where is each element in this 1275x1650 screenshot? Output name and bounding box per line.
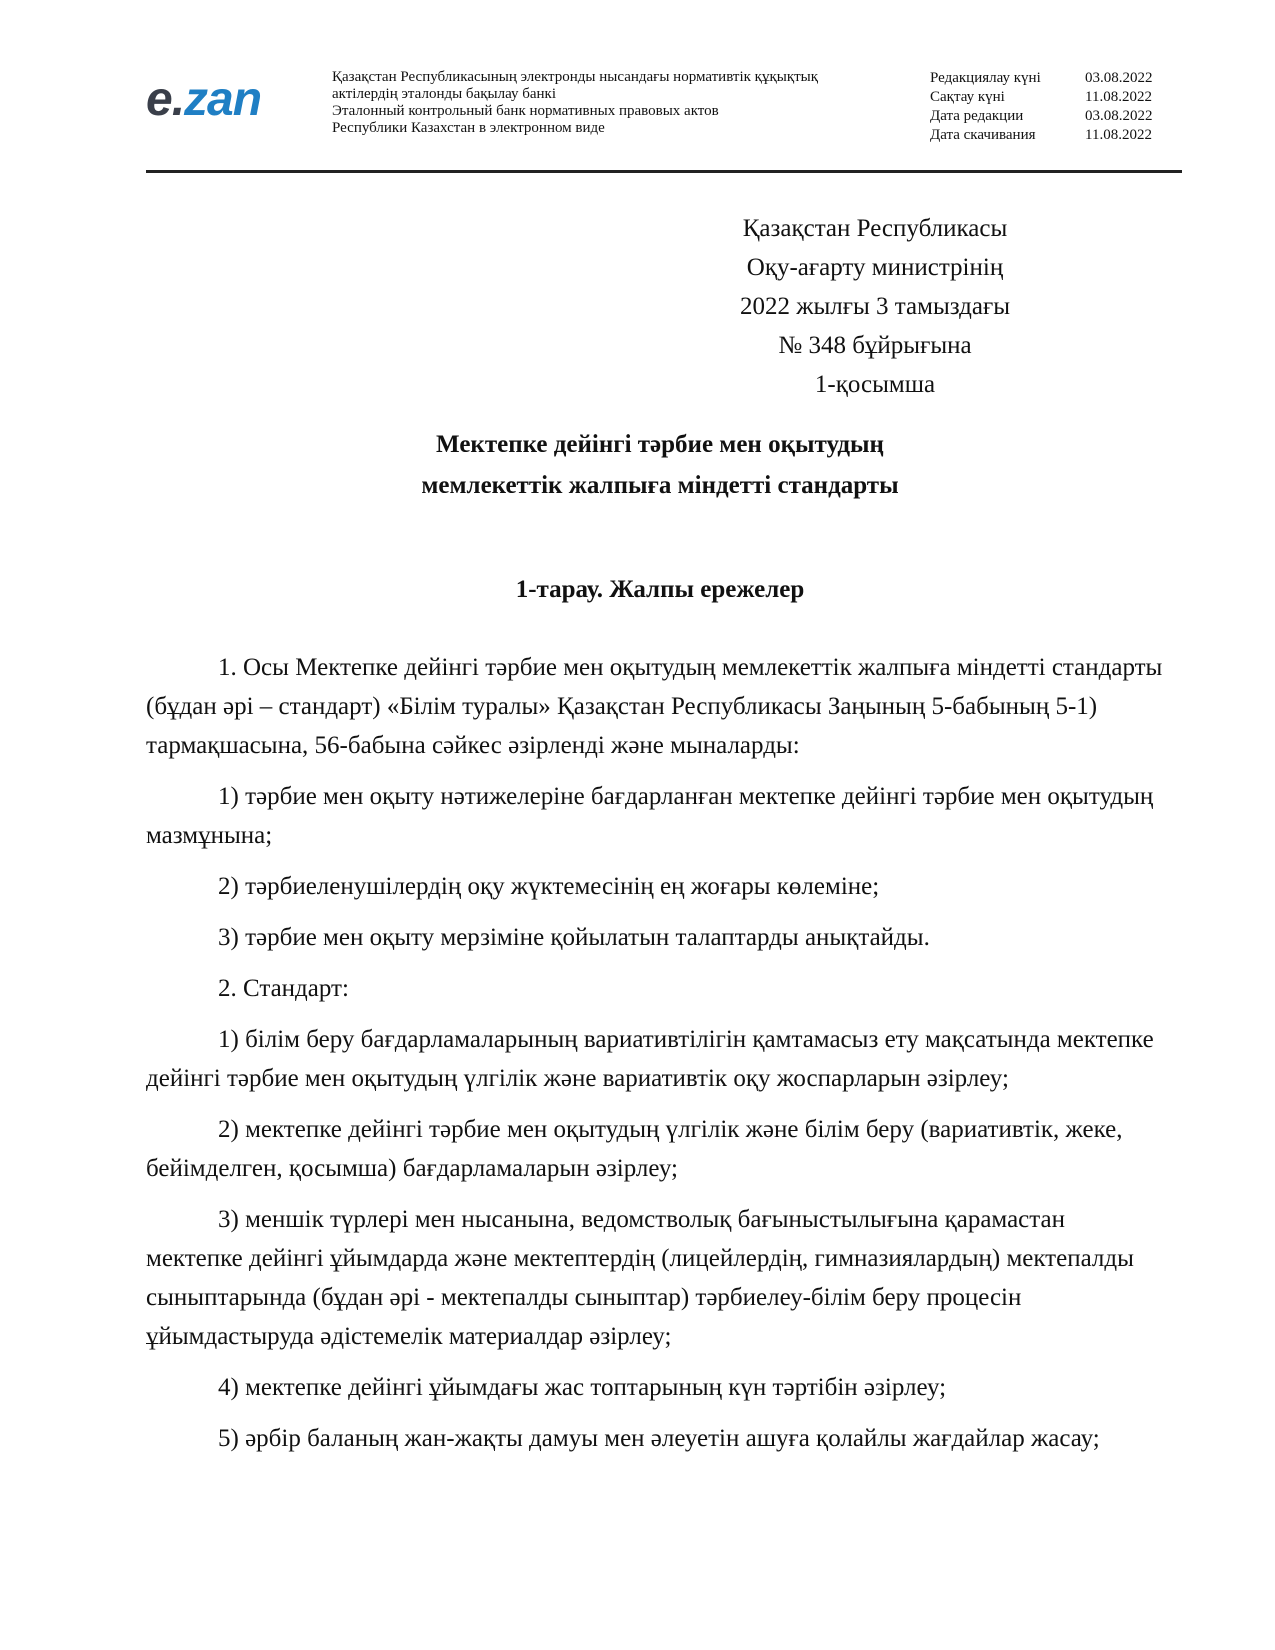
date-label: Редакциялау күні — [930, 70, 1041, 86]
date-label: Дата скачивания — [930, 127, 1036, 143]
logo-zan: zan — [184, 73, 262, 126]
paragraph: 3) меншік түрлері мен нысанына, ведомстволық бағыныстылығына қарамастан мектепке дейінгі ұйымдарда және мектептердің (лицейлердің, гимназиялардың) мектепалды сыныптарында (бұдан әрі - мектепалды сыныптар) тәрбиелеу-білім беру процесін ұйымдастыруда әдістемелік материалдар әзірлеу; — [146, 1206, 1134, 1350]
bank-description — [332, 69, 892, 137]
document-body — [146, 648, 1166, 1458]
ezan-logo — [146, 73, 262, 126]
date-value: 11.08.2022 — [1085, 127, 1152, 143]
document-header — [146, 62, 1182, 172]
logo-dot: . — [171, 73, 185, 126]
document-title — [300, 424, 1020, 506]
bank-description-line: Эталонный контрольный банк нормативных правовых актов — [332, 103, 719, 119]
annex-line: Қазақстан Республикасы — [742, 215, 1008, 242]
chapter-heading: 1-тарау. Жалпы ережелер — [515, 576, 805, 603]
bank-description-line: актілердің эталонды бақылау банкі — [332, 86, 556, 102]
annex-line: Оқу-ағарту министрінің — [746, 254, 1004, 281]
date-value: 03.08.2022 — [1085, 70, 1153, 86]
date-row — [930, 88, 1182, 107]
header-divider — [146, 170, 1182, 173]
paragraph: 1. Осы Мектепке дейінгі тәрбие мен оқытудың мемлекеттік жалпыға міндетті стандарты (бұдан әрі – стандарт) «Білім туралы» Қазақстан Республикасы Заңының 5-бабының 5-1) тармақшасына, 56-бабына сәйкес әзірленді және мыналарды: — [146, 654, 1163, 759]
date-row — [930, 126, 1182, 145]
paragraph: 1) білім беру бағдарламаларының вариативтілігін қамтамасыз ету мақсатында мектепке дейінгі тәрбие мен оқытудың үлгілік және вариативтік оқу жоспарларын әзірлеу; — [146, 1026, 1154, 1092]
annex-reference — [640, 209, 1110, 404]
paragraph: 1) тәрбие мен оқыту нәтижелеріне бағдарланған мектепке дейінгі тәрбие мен оқытудың мазмұнына; — [146, 783, 1154, 849]
annex-line: № 348 бұйрығына — [778, 332, 972, 359]
paragraph: 2. Стандарт: — [218, 975, 349, 1002]
annex-line: 1-қосымша — [814, 371, 936, 398]
date-value: 03.08.2022 — [1085, 108, 1153, 124]
date-row — [930, 107, 1182, 126]
date-label: Сақтау күні — [930, 89, 1005, 105]
date-value: 11.08.2022 — [1085, 89, 1152, 105]
paragraph: 2) тәрбиеленушілердің оқу жүктемесінің ең жоғары көлеміне; — [218, 873, 880, 900]
title-line: мемлекеттік жалпыға міндетті стандарты — [421, 472, 899, 499]
bank-description-line: Республики Казахстан в электронном виде — [332, 120, 605, 136]
date-table — [930, 69, 1182, 145]
logo-e: e — [146, 73, 172, 126]
paragraph: 5) әрбір баланың жан-жақты дамуы мен әлеуетін ашуға қолайлы жағдайлар жасау; — [218, 1425, 1100, 1452]
paragraph: 3) тәрбие мен оқыту мерзіміне қойылатын талаптарды анықтайды. — [218, 924, 930, 951]
paragraph: 2) мектепке дейінгі тәрбие мен оқытудың үлгілік және білім беру (вариативтік, жеке, бейімделген, қосымша) бағдарламаларын әзірлеу; — [146, 1116, 1123, 1182]
date-row — [930, 69, 1182, 88]
annex-line: 2022 жылғы 3 тамыздағы — [739, 293, 1011, 320]
paragraph: 4) мектепке дейінгі ұйымдағы жас топтарының күн тәртібін әзірлеу; — [218, 1374, 947, 1401]
title-line: Мектепке дейінгі тәрбие мен оқытудың — [436, 431, 884, 458]
date-label: Дата редакции — [930, 108, 1024, 124]
bank-description-line: Қазақстан Республикасының электронды нысандағы нормативтік құқықтық — [332, 69, 819, 85]
